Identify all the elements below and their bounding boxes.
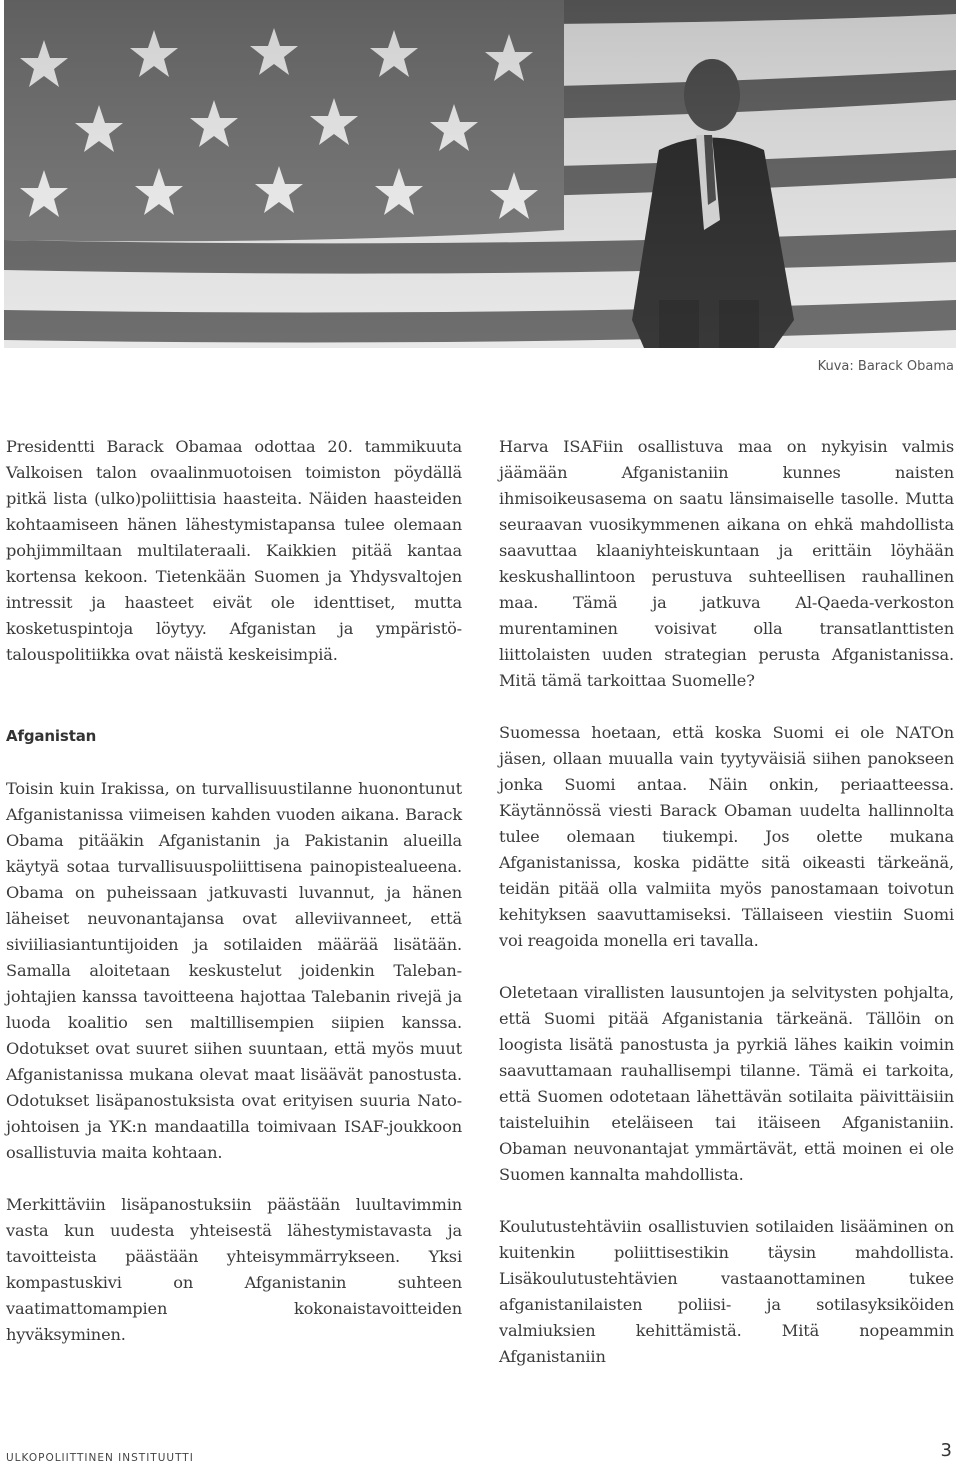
header-photo: [4, 0, 956, 348]
right-column: [499, 434, 954, 1396]
photo-caption: Kuva: Barack Obama: [817, 359, 954, 374]
body-paragraph: Harva ISAFiin osallistuva maa on nykyisin valmis jäämään Afganistaniin kunnes naisten ihmisoikeusasema on saatu länsimaiselle tasolle. Mutta seuraavan vuosikymmenen aikana on ehkä mahdollista saavuttaa klaaniyhteiskuntaan ja erittäin löyhään keskushallintoon perustuva suhteellisen rauhallinen maa. Tämä ja jatkuva Al-Qaeda-verkoston murentaminen voisivat olla transatlanttisten liittolaisten uuden strategian perusta Afganistanissa. Mitä tämä tarkoittaa Suomelle?: [499, 437, 954, 690]
section-heading: Afganistan: [6, 727, 97, 745]
footer-organization: ULKOPOLIITTINEN INSTITUUTTI: [6, 1452, 194, 1464]
body-paragraph: Toisin kuin Irakissa, on turvallisuustilanne huonontunut Afganistanissa viimeisen kahden vuoden aikana. Barack Obama pitääkin Afganistanin ja Pakistanin alueilla käytyä sotaa turvallisuuspoliittisena painopistealueena. Obama on puheissaan jatkuvasti luvannut, ja hänen läheiset neuvonantajansa ovat alleviivanneet, että siviiliasiantuntijoiden ja sotilaiden määrää lisätään. Samalla aloitetaan keskustelut joidenkin Taleban-johtajien kanssa tavoitteena hajottaa Talebanin rivejä ja luoda koalitio sen maltillisempien siipien kanssa. Odotukset ovat suuret siihen suuntaan, että myös muut Afganistanissa mukana olevat maat lisäävät panostusta. Odotukset lisäpanostuksista ovat erityisen suuria Nato-johtoisen ja YK:n mandaatilla toimivaan ISAF-joukkoon osallistuvia maita kohtaan.: [6, 779, 462, 1162]
body-paragraph: Merkittäviin lisäpanostuksiin päästään luultavimmin vasta kun uudesta yhteisestä lähestymistavasta ja tavoitteista päästään yhteisymmärrykseen. Yksi kompastuskivi on Afganistanin suhteen vaatimattomampien kokonaistavoitteiden hyväksyminen.: [6, 1195, 462, 1344]
body-paragraph: Oletetaan virallisten lausuntojen ja selvitysten pohjalta, että Suomi pitää Afganistania tärkeänä. Tällöin on loogista lisätä panostusta ja pyrkiä lähes kaikin voimin saavuttamaan rauhallisempi tilanne. Tämä ei tarkoita, että Suomen odotetaan lähettävän sotilaita päivittäisiin taisteluihin eteläiseen tai itäiseen Afganistaniin. Obaman neuvonantajat ymmärtävät, että moinen ei ole Suomen kannalta mahdollista.: [499, 983, 954, 1184]
body-paragraph: Suomessa hoetaan, että koska Suomi ei ole NATOn jäsen, ollaan muualla vain tyytyväisiä siihen panokseen jonka Suomi antaa. Näin onkin, periaatteessa. Käytännössä viesti Barack Obaman uudelta hallinnolta tulee olemaan tiukempi. Jos olette mukana Afganistanissa, koska pidätte sitä oikeasti tärkeänä, teidän pitää olla valmiita myös panostamaan toivotun kehityksen saavuttamiseksi. Tällaiseen viestiin Suomi voi reagoida monella eri tavalla.: [499, 723, 954, 950]
page-number: 3: [940, 1440, 952, 1461]
body-paragraph: Koulutustehtäviin osallistuvien sotilaiden lisääminen on kuitenkin poliittisestikin täysin mahdollista. Lisäkoulutustehtävien vastaanottaminen tukee afganistanilaisten poliisi- ja sotilasyksiköiden valmiuksien kehittämistä. Mitä nopeammin Afganistaniin: [499, 1217, 954, 1366]
left-column: [6, 434, 462, 1348]
intro-paragraph: Presidentti Barack Obamaa odottaa 20. tammikuuta Valkoisen talon ovaalinmuotoisen toimiston pöydällä pitkä lista (ulko)poliittisia haasteita. Näiden haasteiden kohtaamiseen hänen lähestymistapansa tulee olemaan pohjimmiltaan multilateraali. Kaikkien pitää kantaa kortensa kekoon. Tietenkään Suomen ja Yhdysvaltojen intressit ja haasteet eivät ole identtiset, mutta kosketuspintoja löytyy. Afganistan ja ympäristö-talouspolitiikka ovat näistä keskeisimpiä.: [6, 437, 462, 664]
